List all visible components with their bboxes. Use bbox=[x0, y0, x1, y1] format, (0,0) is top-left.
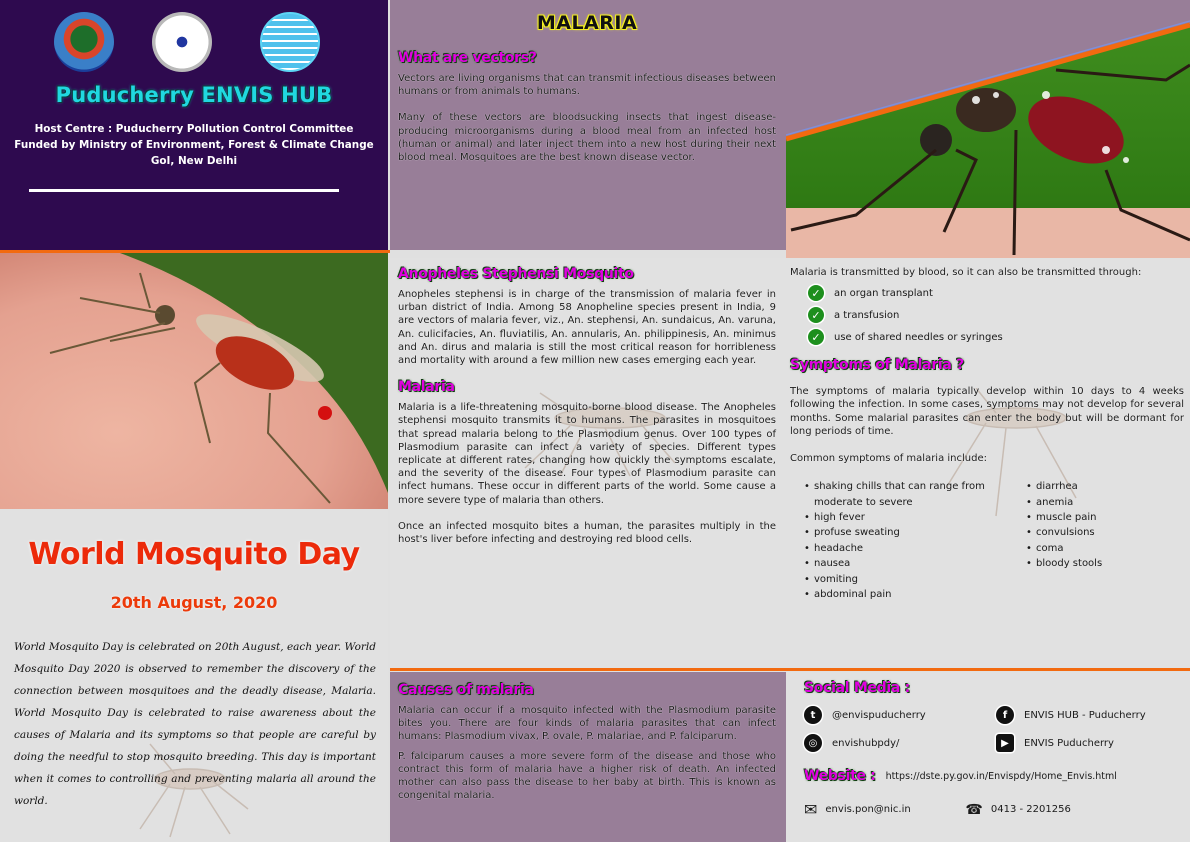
malaria-para-1: Malaria is a life-threatening mosquito-borne blood disease. The Anopheles stephensi mosquito transmits it to humans. The parasites in mosquitoes that spread malaria belong to the Plasmodium genus. Over 100 types of Plasmodium parasite can infect a variety of species. Different types replicate at different rates, changing how quickly the symptoms escalate, and the severity of the disease. Four types of Plasmodium parasite can infect humans. These occur in different parts of the world. Some cause a more severe type of malaria than others. bbox=[398, 402, 776, 506]
list-item: • vomiting bbox=[804, 572, 1022, 587]
list-item: • abdominal pain bbox=[804, 587, 1022, 602]
facebook-icon: f bbox=[996, 706, 1014, 724]
wmd-description: World Mosquito Day is celebrated on 20th August, each year. World Mosquito Day 2020 is observed to remember the discovery of the connection between mosquitoes and the deadly disease, Malaria. World Mosquito Day is celebrated to raise awareness about the causes of Malaria and its symptoms so that people are careful by doing the needful to stop mosquito breeding. This day is important when it comes to controlling and preventing malaria all around the world. bbox=[14, 641, 376, 807]
divider bbox=[390, 250, 786, 253]
contact-row bbox=[804, 800, 1184, 819]
youtube-icon: ▶ bbox=[996, 734, 1014, 752]
hub-title: Puducherry ENVIS HUB bbox=[55, 83, 333, 107]
list-item: • nausea bbox=[804, 556, 1022, 571]
check-icon: ✓ bbox=[808, 285, 824, 301]
symptoms-para: The symptoms of malaria typically develop within 10 days to 4 weeks following the infection. In some cases, symptoms may not develop for several months. Some malarial parasites can enter the body but will be dormant for long periods of time. bbox=[790, 386, 1184, 437]
orange-divider bbox=[390, 668, 1190, 671]
list-item: • coma bbox=[1026, 541, 1102, 556]
mosquito-bite-photo-icon bbox=[0, 253, 388, 509]
symptoms-list-2 bbox=[1022, 479, 1102, 602]
list-item: • muscle pain bbox=[1026, 510, 1102, 525]
check-icon: ✓ bbox=[808, 329, 824, 345]
mosquito-photo-icon bbox=[786, 0, 1190, 258]
transmission-list bbox=[808, 285, 1184, 345]
email-link[interactable]: envis.pon@nic.in bbox=[825, 804, 911, 815]
pondicherry-govt-logo bbox=[54, 12, 114, 72]
funded-line: Funded by Ministry of Environment, Forest & Climate Change bbox=[14, 139, 374, 151]
list-item: • diarrhea bbox=[1026, 479, 1102, 494]
social-media-panel bbox=[786, 672, 1190, 842]
phone-icon: ☎ bbox=[965, 801, 983, 818]
list-item: • anemia bbox=[1026, 495, 1102, 510]
anopheles-text: Anopheles stephensi is in charge of the transmission of malaria fever in urban district of India. Among 58 Anopheline species present in India, 9 are vectors of malaria fever, viz., An. stephensi, An. sundaicus, An. varuna, An. culicifacies, An. fluviatilis, An. annularis, An. philippinesis, An. minimus and An. dirus and malaria is still the most critical reason for horribleness and mortality with around a few million new cases emerging each year. bbox=[398, 289, 776, 367]
anopheles-mosquito-photo bbox=[0, 253, 388, 509]
transmission-intro: Malaria is transmitted by blood, so it can also be transmitted through: bbox=[790, 267, 1142, 278]
symptoms-heading: Symptoms of Malaria ? bbox=[790, 357, 964, 374]
world-mosquito-day-panel bbox=[0, 509, 388, 842]
list-item: • profuse sweating bbox=[804, 525, 1022, 540]
causes-heading: Causes of malaria bbox=[398, 682, 534, 698]
symptoms-panel bbox=[786, 258, 1190, 668]
vectors-heading: What are vectors? bbox=[398, 50, 537, 66]
ppcc-logo bbox=[152, 12, 212, 72]
goi-line: GoI, New Delhi bbox=[150, 155, 238, 167]
host-centre-line: Host Centre : Puducherry Pollution Control Committee bbox=[34, 123, 354, 135]
list-item: ✓ a transfusion bbox=[808, 307, 1184, 323]
twitter-icon: t bbox=[804, 706, 822, 724]
symptoms-list-1 bbox=[790, 479, 1022, 602]
list-item: • bloody stools bbox=[1026, 556, 1102, 571]
mail-icon: ✉ bbox=[804, 800, 818, 819]
instagram-link[interactable]: ◎ envishubpdy/ bbox=[804, 734, 996, 752]
twitter-link[interactable]: t @envispuducherry bbox=[804, 706, 996, 724]
website-row bbox=[804, 768, 1184, 784]
vectors-para-2: Many of these vectors are bloodsucking insects that ingest disease-producing microorganisms during a blood meal from an infected host (human or animal) and later inject them into a new host during their next blood meal. Mosquitoes are the best known disease vector. bbox=[398, 112, 776, 164]
malaria-heading: Malaria bbox=[398, 379, 455, 396]
causes-para-2: P. falciparum causes a more severe form of the disease and those who contract this form of malaria have a higher risk of death. An infected mother can also pass the disease to her baby at birth. This is known as congenital malaria. bbox=[398, 750, 776, 802]
wmd-date: 20th August, 2020 bbox=[110, 593, 278, 612]
website-link[interactable]: https://dste.py.gov.in/Envispdy/Home_Envis.html bbox=[885, 770, 1117, 782]
malaria-title: MALARIA bbox=[536, 12, 638, 34]
check-icon: ✓ bbox=[808, 307, 824, 323]
social-heading: Social Media : bbox=[804, 680, 910, 696]
instagram-icon: ◎ bbox=[804, 734, 822, 752]
list-item: ✓ use of shared needles or syringes bbox=[808, 329, 1184, 345]
malaria-para-2: Once an infected mosquito bites a human, the parasites multiply in the host's liver before infecting and destroying red blood cells. bbox=[398, 520, 776, 546]
wmd-title: World Mosquito Day bbox=[28, 537, 360, 572]
vectors-para-1: Vectors are living organisms that can transmit infectious diseases between humans or from animals to humans. bbox=[398, 73, 776, 98]
envis-logo bbox=[260, 12, 320, 72]
anopheles-heading: Anopheles Stephensi Mosquito bbox=[398, 266, 634, 282]
symptoms-lists bbox=[790, 479, 1184, 602]
phone-number: 0413 - 2201256 bbox=[990, 804, 1071, 815]
causes-para-1: Malaria can occur if a mosquito infected with the Plasmodium parasite bites you. There are four kinds of malaria parasites that can infect humans: Plasmodium vivax, P. ovale, P. malariae, and P. falciparum. bbox=[398, 705, 776, 743]
list-item: • headache bbox=[804, 541, 1022, 556]
common-symptoms-label: Common symptoms of malaria include: bbox=[790, 453, 987, 465]
youtube-link[interactable]: ▶ ENVIS Puducherry bbox=[996, 734, 1186, 752]
divider bbox=[29, 189, 339, 192]
list-item: ✓ an organ transplant bbox=[808, 285, 1184, 301]
list-item: • convulsions bbox=[1026, 525, 1102, 540]
causes-panel bbox=[390, 672, 786, 842]
vectors-panel bbox=[390, 0, 786, 250]
center-info-panel bbox=[390, 258, 786, 668]
website-label: Website : bbox=[804, 768, 876, 784]
list-item: • shaking chills that can range from moderate to severe bbox=[804, 479, 994, 510]
list-item: • high fever bbox=[804, 510, 1022, 525]
aedes-mosquito-photo bbox=[786, 0, 1190, 258]
facebook-link[interactable]: f ENVIS HUB - Puducherry bbox=[996, 706, 1186, 724]
social-links bbox=[804, 706, 1184, 752]
hub-header-panel bbox=[0, 0, 388, 250]
